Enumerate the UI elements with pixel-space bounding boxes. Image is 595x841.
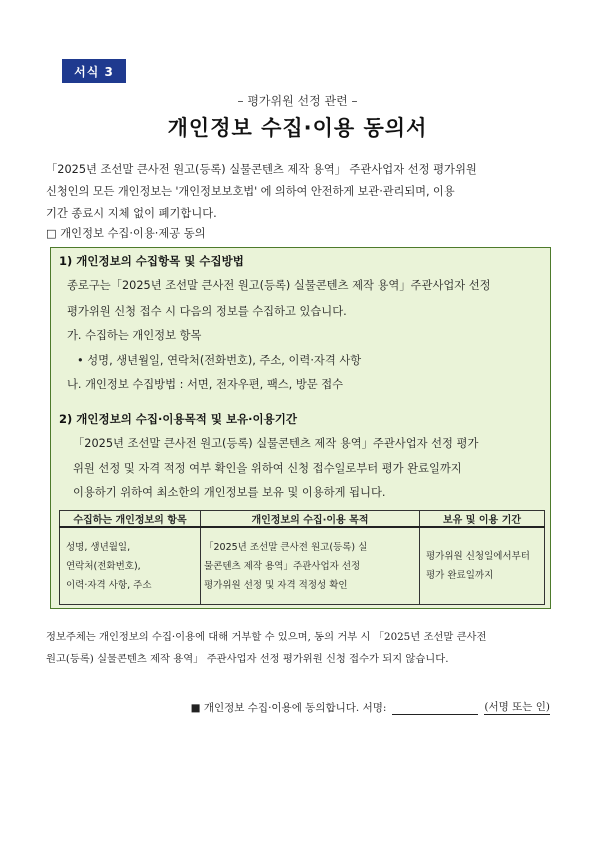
consent-statement: ■ 개인정보 수집·이용에 동의합니다. 서명: [190,702,387,714]
part2-heading: 2) 개인정보의 수집·이용목적 및 보유·이용기간 [59,412,297,426]
part2-line: 「2025년 조선말 큰사전 원고(등록) 실물콘텐츠 제작 용역」주관사업자 선정 평가 [73,437,479,450]
table-header-cell: 개인정보의 수집·이용 목적 [201,511,420,528]
form-number-badge [62,59,126,83]
cell-line: 평가위원 신청일에서부터 [426,551,530,562]
intro-line: 「2025년 조선말 큰사전 원고(등록) 실물콘텐츠 제작 용역」 주관사업자 선정 평가위원 [46,163,477,176]
part1-line: 종로구는「2025년 조선말 큰사전 원고(등록) 실물콘텐츠 제작 용역」주관사업자 선정 [67,279,491,292]
table-header-cell: 수집하는 개인정보의 항목 [60,511,201,528]
part1-line: 나. 개인정보 수집방법 : 서면, 전자우편, 팩스, 방문 접수 [67,378,344,391]
cell-line: 이력·자격 사항, 주소 [66,579,152,591]
section-heading: □ 개인정보 수집·이용·제공 동의 [46,227,206,240]
intro-line: 신청인의 모든 개인정보는 '개인정보보호법' 에 의하여 안전하게 보관·관리되며, 이용 [46,185,455,198]
part1-line: 가. 수집하는 개인정보 항목 [67,329,202,342]
table-row [60,527,545,605]
form-number-label: 서식 3 [74,64,114,79]
notice-line: 정보주체는 개인정보의 수집·이용에 대해 거부할 수 있으며, 동의 거부 시 「2025년 조선말 큰사전 [46,631,487,643]
refusal-notice [46,626,561,670]
part1-line: • 성명, 생년월일, 연락처(전화번호), 주소, 이력·자격 사항 [77,354,362,367]
personal-info-table [59,510,545,605]
signature-hint: (서명 또는 인) [484,701,550,713]
cell-line: 「2025년 조선말 큰사전 원고(등록) 실 [204,541,368,553]
part1-heading: 1) 개인정보의 수집항목 및 수집방법 [59,254,244,268]
intro-paragraph [46,159,556,225]
cell-line: 성명, 생년월일, [66,541,131,553]
document-title: 개인정보 수집·이용 동의서 [167,116,428,140]
document-subtitle: – 평가위원 선정 관련 – [237,94,358,108]
part2-line: 이용하기 위하여 최소한의 개인정보를 보유 및 이용하게 됩니다. [73,486,386,499]
part2-line: 위원 선정 및 자격 적정 여부 확인을 위하여 신청 접수일로부터 평가 완료일까지 [73,462,462,475]
part1-line: 평가위원 신청 접수 시 다음의 정보를 수집하고 있습니다. [67,305,347,318]
notice-line: 원고(등록) 실물콘텐츠 제작 용역」 주관사업자 선정 평가위원 신청 접수가 되지 않습니다. [46,653,449,665]
table-cell-items [60,527,201,605]
intro-line: 기간 종료시 지체 없이 폐기합니다. [46,207,217,220]
consent-signature-row [191,699,550,715]
table-header-row [60,511,545,528]
table-cell-purpose [201,527,420,605]
table-cell-period [420,527,545,605]
table-header-cell: 보유 및 이용 기간 [420,511,545,528]
cell-line: 연락처(전화번호), [66,560,141,572]
consent-details-box [50,247,551,609]
cell-line: 평가위원 선정 및 자격 적정성 확인 [204,579,348,591]
signature-field[interactable] [392,702,478,715]
cell-line: 평가 완료일까지 [426,570,494,581]
cell-line: 물콘텐츠 제작 용역」주관사업자 선정 [204,560,361,572]
